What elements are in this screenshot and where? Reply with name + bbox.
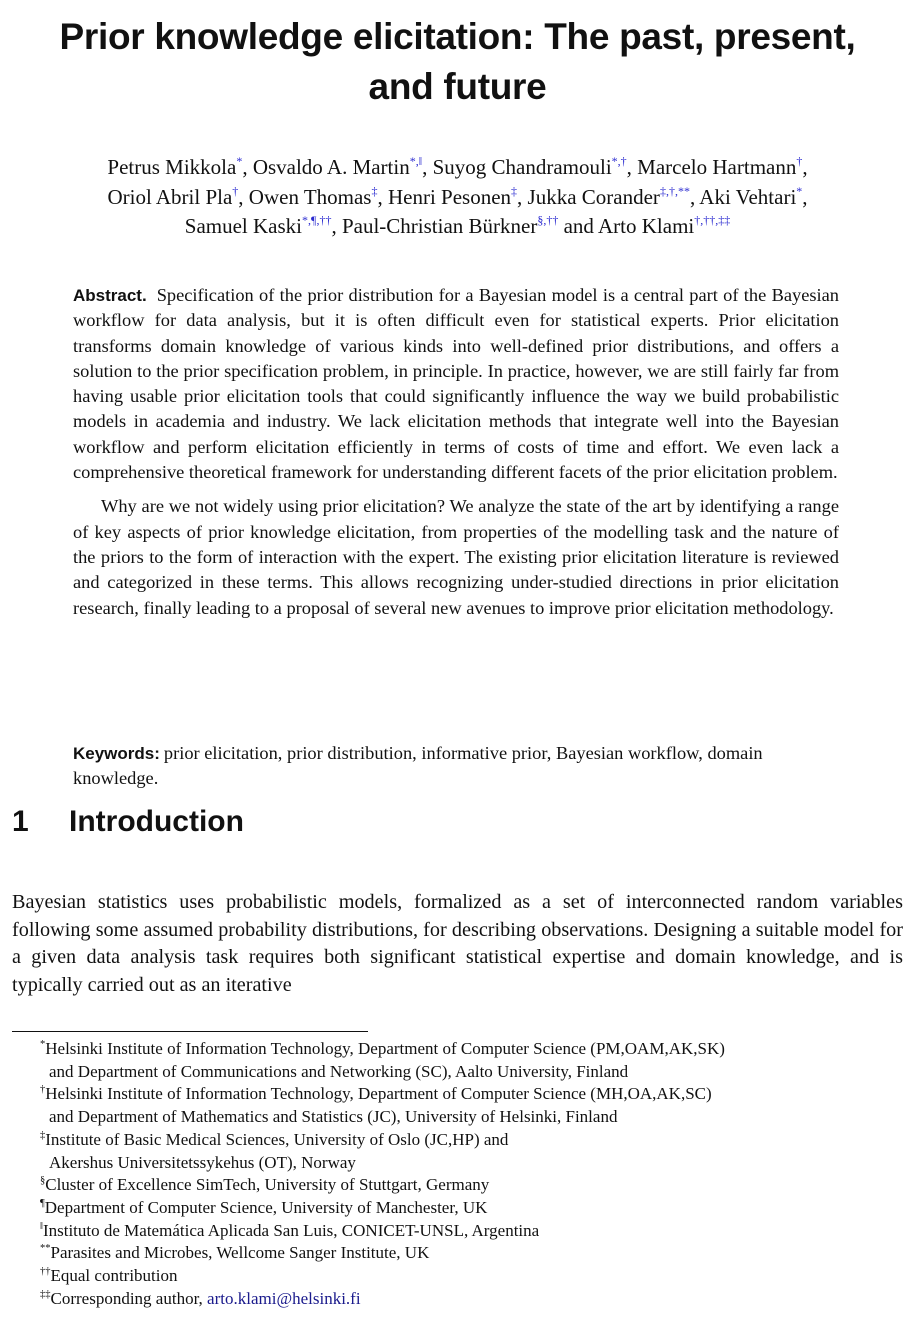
affiliation-link[interactable]: *,† <box>611 154 627 168</box>
author-name: Oriol Abril Pla <box>107 184 233 209</box>
footnote-text: Cluster of Excellence SimTech, University of Stuttgart, Germany <box>45 1175 490 1195</box>
footnote <box>40 1197 910 1220</box>
separator: , <box>422 155 433 179</box>
author-name: Samuel Kaski <box>184 214 302 238</box>
footnote-mark: ‡‡ <box>40 1288 51 1300</box>
abstract-label: Abstract. <box>73 286 147 305</box>
author-name: Paul-Christian Bürkner <box>341 214 538 238</box>
footnote <box>40 1220 910 1243</box>
section-number: 1 <box>12 805 29 838</box>
affiliation-link[interactable]: * <box>796 183 803 198</box>
footnote <box>40 1129 910 1152</box>
affiliation-link[interactable]: *,‖ <box>409 154 423 168</box>
author-name: Osvaldo A. Martin <box>252 155 410 179</box>
footnote-text: Instituto de Matemática Aplicada San Luis, CONICET-UNSL, Argentina <box>42 1220 540 1240</box>
separator: , <box>626 155 638 179</box>
footnote-text: Department of Computer Science, University of Manchester, UK <box>44 1197 488 1217</box>
separator: , <box>238 184 249 209</box>
title-line-1: Prior knowledge elicitation: The past, present, <box>59 16 856 57</box>
keywords <box>73 741 839 792</box>
footnote-continuation: Akershus Universitetssykehus (OT), Norway <box>49 1152 356 1172</box>
separator: , <box>377 184 388 209</box>
separator: and <box>558 214 598 238</box>
footnote-continuation: and Department of Mathematics and Statistics (JC), University of Helsinki, Finland <box>49 1107 618 1127</box>
affiliation-link[interactable]: *,¶,†† <box>302 213 332 227</box>
author-name: Arto Klami <box>598 214 695 238</box>
section-title: Introduction <box>69 805 244 838</box>
affiliation-link[interactable]: ‡ <box>371 183 378 198</box>
author-name: Suyog Chandramouli <box>432 155 612 179</box>
affiliation-link[interactable]: † <box>232 183 239 198</box>
author-name: Marcelo Hartmann <box>637 155 797 179</box>
author-name: Aki Vehtari <box>699 184 797 209</box>
footnote <box>40 1265 910 1288</box>
footnote-mark: † <box>40 1084 46 1096</box>
footnote-mark: § <box>40 1175 46 1187</box>
separator: , <box>517 184 528 209</box>
title-line-2: and future <box>368 66 547 107</box>
footnote-divider <box>12 1031 368 1032</box>
footnote-mark: ‖ <box>40 1220 43 1232</box>
abstract-paragraph-1 <box>73 283 839 485</box>
author-line-1: Petrus Mikkola*, Osvaldo A. Martin*,‖, Suyog Chandramouli*,†, Marcelo Hartmann†, <box>107 154 808 179</box>
footnote-text: Equal contribution <box>50 1266 178 1286</box>
footnote-text: Corresponding author, <box>50 1288 208 1308</box>
separator: , <box>242 155 253 179</box>
affiliation-link[interactable]: ‡,†,** <box>659 183 690 198</box>
footnote-mark: ‡ <box>40 1129 46 1141</box>
abstract <box>73 283 839 621</box>
footnote <box>40 1083 910 1106</box>
email-link[interactable]: arto.klami@helsinki.fi <box>207 1288 361 1308</box>
affiliation-link[interactable]: ‡ <box>511 183 518 198</box>
footnote-text: Parasites and Microbes, Wellcome Sanger Institute, UK <box>50 1243 430 1263</box>
separator: , <box>689 184 700 209</box>
abstract-text-1: Specification of the prior distribution for a Bayesian model is a central part of the Bayesian workflow for data analysis, but it is often difficult even for statistical experts. Prior elicitation transforms domain knowledge of various kinds into well-defined prior distributions, and offers a solution to the prior specification problem, in principle. In practice, however, we are still fairly far from having usable prior elicitation tools that could significantly influence the way we build probabilistic models in academia and industry. We lack elicitation methods that integrate well into the Bayesian workflow and perform elicitation efficiently in terms of costs of time and effort. We even lack a comprehensive theoretical framework for understanding different facets of the prior elicitation problem. <box>73 285 839 483</box>
section-heading <box>12 800 244 844</box>
footnote-mark: ¶ <box>40 1197 45 1209</box>
author-name: Henri Pesonen <box>387 184 512 209</box>
author-name: Petrus Mikkola <box>107 155 237 179</box>
footnotes <box>40 1038 910 1310</box>
footnote-mark: ** <box>40 1243 51 1255</box>
footnote-text: Helsinki Institute of Information Technology, Department of Computer Science (MH,OA,AK,SC) <box>45 1084 712 1104</box>
author-list <box>0 153 915 242</box>
author-line-3 <box>0 212 915 242</box>
footnote-continuation: and Department of Communications and Networking (SC), Aalto University, Finland <box>49 1061 629 1081</box>
keywords-text: prior elicitation, prior distribution, informative prior, Bayesian workflow, domain knowledge. <box>73 743 763 789</box>
affiliation-link[interactable]: * <box>236 154 243 168</box>
author-name: Jukka Corander <box>527 184 660 209</box>
footnote-mark: †† <box>40 1266 51 1278</box>
abstract-paragraph-2: Why are we not widely using prior elicitation? We analyze the state of the art by identifying a range of key aspects of prior knowledge elicitation, from properties of the modelling task and the nature of the priors to the form of interaction with the expert. The existing prior elicitation literature is reviewed and categorized in these terms. This allows recognizing under-studied directions in prior elicitation research, finally leading to a proposal of several new avenues to improve prior elicitation methodology. <box>73 496 839 618</box>
author-line-2: Oriol Abril Pla†, Owen Thomas‡, Henri Pesonen‡, Jukka Corander‡,†,**, Aki Vehtari*, <box>107 183 808 209</box>
separator: , <box>331 214 342 238</box>
introduction-paragraph: Bayesian statistics uses probabilistic models, formalized as a set of interconnected random variables following some assumed probability distributions, for describing observations. Designing a suitable model for a given data analysis task requires both significant statistical expertise and domain knowledge, and is typically carried out as an iterative <box>12 891 903 996</box>
affiliation-link[interactable]: §,†† <box>537 213 559 227</box>
affiliation-link[interactable]: †,††,‡‡ <box>694 213 731 227</box>
footnote-mark: * <box>40 1039 46 1050</box>
footnote <box>40 1288 910 1311</box>
author-name: Owen Thomas <box>248 184 372 209</box>
affiliation-link[interactable]: † <box>796 154 803 168</box>
paper-title <box>0 12 915 112</box>
footnote <box>40 1242 910 1265</box>
footnote <box>40 1038 910 1061</box>
footnote-text: Helsinki Institute of Information Technology, Department of Computer Science (PM,OAM,AK,SK) <box>45 1039 725 1058</box>
footnote <box>40 1174 910 1197</box>
footnote-text: Institute of Basic Medical Sciences, University of Oslo (JC,HP) and <box>45 1129 509 1149</box>
keywords-label: Keywords: <box>73 744 160 763</box>
